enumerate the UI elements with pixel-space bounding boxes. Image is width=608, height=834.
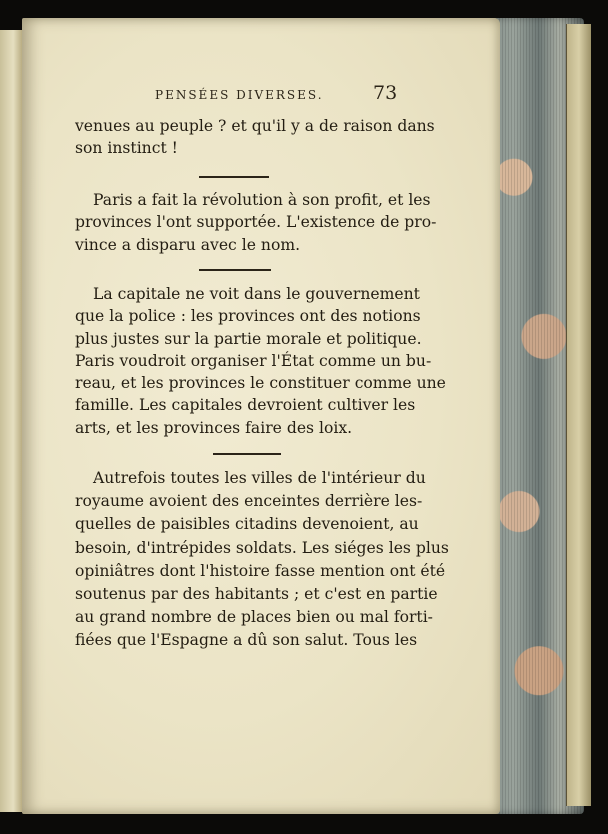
section-divider xyxy=(213,453,281,455)
paragraph-3 xyxy=(75,283,446,439)
text-line: Paris voudroit organiser l'État comme un bu- xyxy=(75,351,432,370)
paragraph-4 xyxy=(75,467,449,653)
paragraph-1 xyxy=(75,115,435,160)
text-line: royaume avoient des enceintes derrière les- xyxy=(75,492,423,511)
paragraph-2 xyxy=(75,189,437,256)
section-divider xyxy=(199,176,269,178)
text-line: Autrefois toutes les villes de l'intérieur du xyxy=(93,469,426,487)
page-number: 73 xyxy=(373,82,398,104)
text-line: besoin, d'intrépides soldats. Les siéges les plus xyxy=(75,538,449,557)
text-line: quelles de paisibles citadins devenoient, au xyxy=(75,515,419,534)
text-line: Paris a fait la révolution à son profit, et les xyxy=(93,191,431,209)
running-title: PENSÉES DIVERSES. xyxy=(155,88,324,102)
text-line: son instinct ! xyxy=(75,139,178,158)
section-divider xyxy=(199,269,271,271)
text-line: provinces l'ont supportée. L'existence de pro- xyxy=(75,213,437,232)
facing-page-edge xyxy=(0,30,24,812)
text-line: venues au peuple ? et qu'il y a de raison dans xyxy=(75,117,435,135)
text-line: famille. Les capitales devroient cultiver les xyxy=(75,396,416,415)
text-line: vince a disparu avec le nom. xyxy=(75,235,301,254)
text-line: La capitale ne voit dans le gouvernement xyxy=(93,285,420,303)
text-line: opiniâtres dont l'histoire fasse mention ont été xyxy=(75,561,446,580)
text-line: arts, et les provinces faire des loix. xyxy=(75,418,353,437)
text-line: que la police : les provinces ont des notions xyxy=(75,307,421,326)
text-line: soutenus par des habitants ; et c'est en partie xyxy=(75,585,438,604)
text-line: plus justes sur la partie morale et politique. xyxy=(75,329,422,348)
book-cover-edge xyxy=(566,24,591,806)
text-line: fiées que l'Espagne a dû son salut. Tous les xyxy=(75,631,418,650)
text-line: au grand nombre de places bien ou mal forti- xyxy=(75,608,433,627)
text-line: reau, et les provinces le constituer comme une xyxy=(75,374,446,393)
